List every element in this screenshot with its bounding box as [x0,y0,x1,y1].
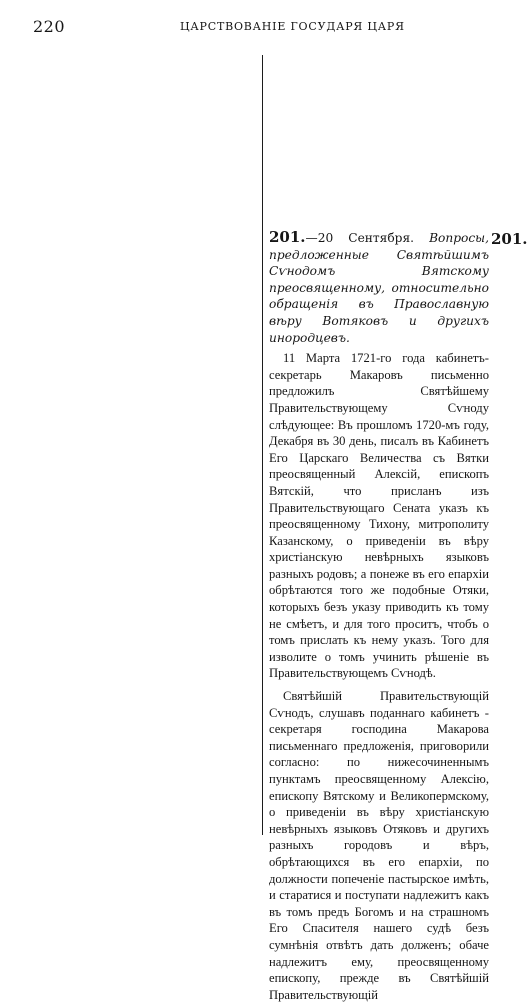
entry-date: —20 Сентября. [305,231,415,245]
page-number: 220 [33,17,66,36]
entry-heading [269,229,489,346]
body-paragraph: 11 Марта 1721-го года кабинетъ-секретарь Макаровъ письменно предложилъ Святѣйшему Правительствующему Сѵноду слѣдующее: Въ прошломъ 1720-мъ году, Декабря въ 30 день, писалъ въ Кабинетъ Его Царскаго Величества съ Вятки преосвященный Алексій, епископъ Вятскій, что присланъ изъ Правительствующаго Сената указъ къ преосвященному Тихону, митрополиту Казанскому, о приведеніи въ вѣру христіанскую невѣрныхъ языковъ разныхъ родовъ; а понеже въ его епархіи обрѣтаются того же подобные Отяки, которыхъ безъ указу приводить къ тому не смѣетъ, и для того проситъ, чтобъ о томъ прислать къ нему указъ. Того для изволите о томъ учинить рѣшеніе въ Правительствующемъ Сѵнодѣ. [269,351,489,681]
entry-number: 201. [269,228,306,246]
running-head: ЦАРСТВОВАНІЕ ГОСУДАРЯ ЦАРЯ [180,20,405,33]
document-entry [269,229,489,1003]
margin-entry-number: 201. [491,230,528,248]
entry-title: Вопросы, предложенные Святѣйшимъ Сѵнодомъ Вятскому преосвященному, относительно обращенія въ Православную вѣру Вотяковъ и другихъ инородцевъ. [269,231,489,345]
body-paragraph: Святѣйшій Правительствующій Сѵнодъ, слушавъ поданнаго кабинетъ - секретаря господина Макарова письменнаго предложенія, приговорили согласно: по нижесочиненнымъ пунктамъ преосвященному Алексію, епископу Вятскому и Великопермскому, о приведеніи въ вѣру христіанскую невѣрныхъ языковъ Отяковъ и другихъ разныхъ городовъ и вѣръ, обрѣтающихся въ его епархіи, по должности попеченіе пастырское имѣть, и старатися и поступати надлежитъ какъ въ томъ предъ Богомъ и на страшномъ Его Спасителя нашего судѣ безъ сумнѣнія отвѣтъ дать долженъ; обаче надлежитъ ему, преосвященному епископу, прежде въ Святѣйшій Правительствующій [269,689,489,1002]
column-rule [262,55,263,835]
